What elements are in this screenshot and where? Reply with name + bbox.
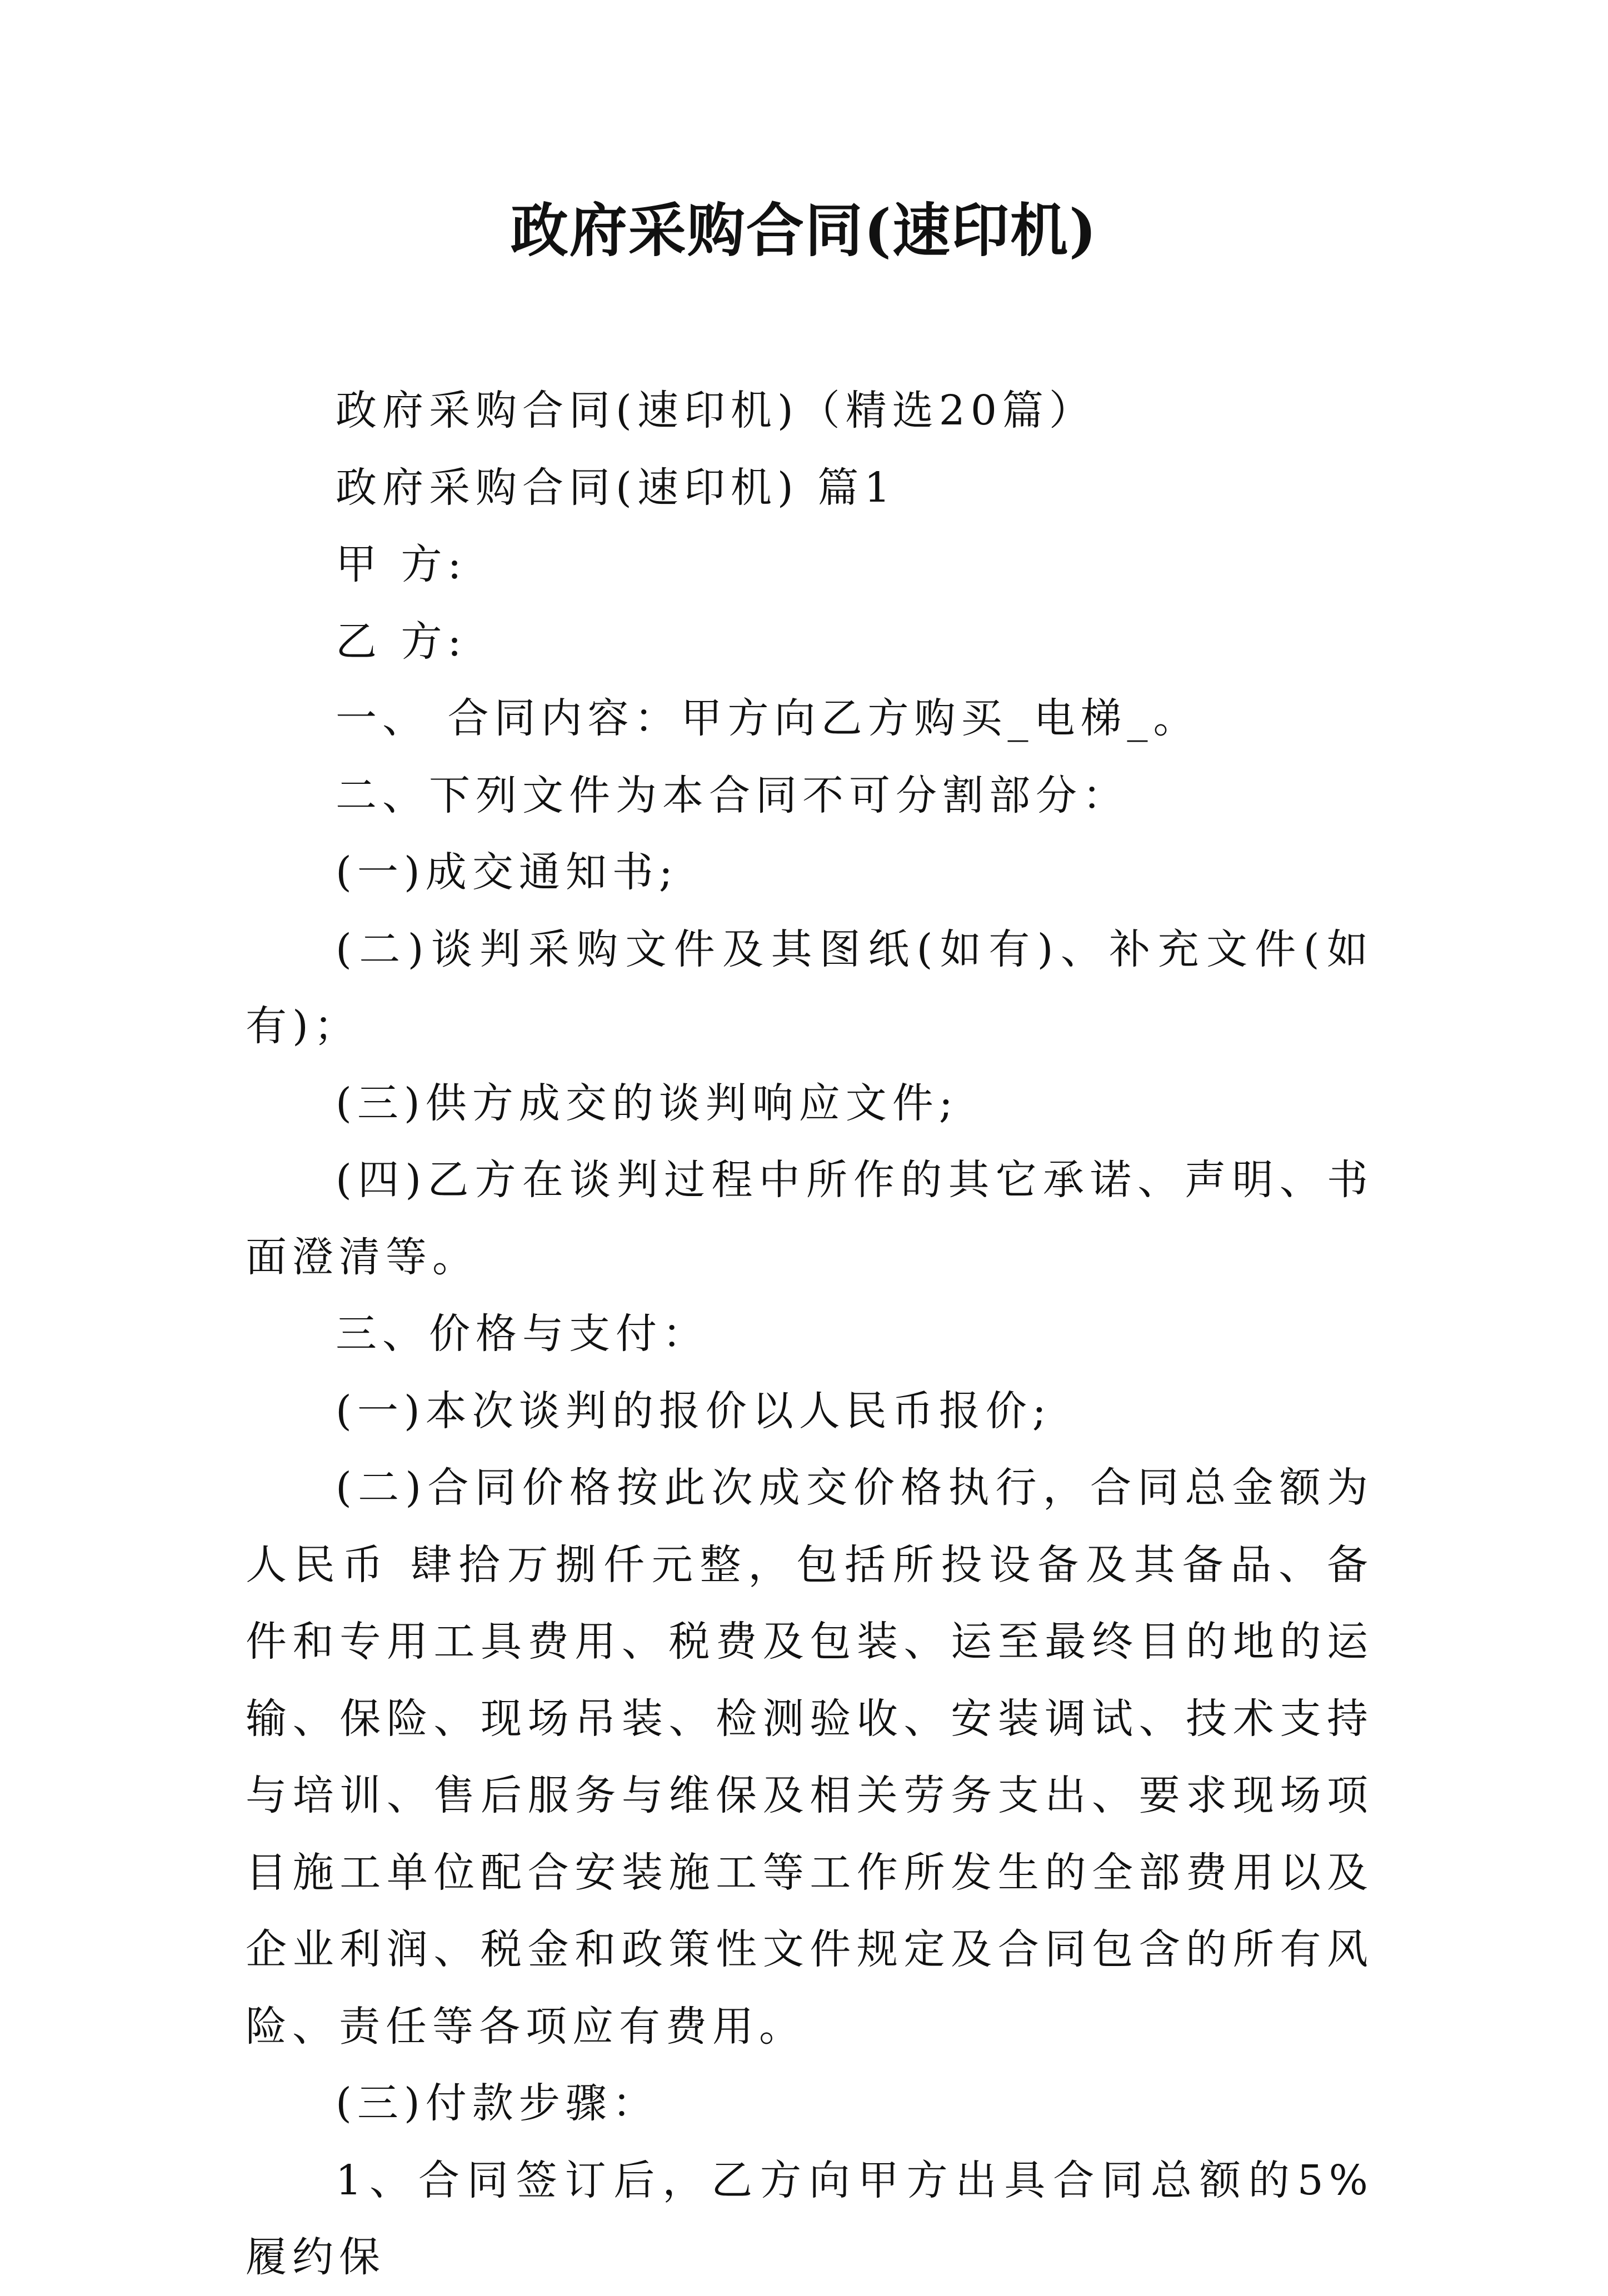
paragraph-payment-step-1: 1、合同签订后，乙方向甲方出具合同总额的5%履约保: [246, 2156, 1374, 2281]
paragraph-contract-documents: 二、下列文件为本合同不可分割部分：: [336, 771, 1129, 819]
document-body: [246, 372, 1374, 2296]
paragraph-collection-heading: 政府采购合同(速印机)（精选20篇）: [336, 387, 1096, 434]
paragraph-section-heading: 政府采购合同(速印机) 篇1: [336, 463, 896, 512]
paragraph-price-payment: 三、价格与支付：: [336, 1310, 709, 1358]
paragraph-party-a: 甲 方:: [336, 541, 467, 588]
paragraph-party-b: 乙 方:: [336, 617, 467, 666]
paragraph-item-4: (四)乙方在谈判过程中所作的其它承诺、声明、书面澄清等。: [246, 1156, 1374, 1281]
paragraph-price-item-2: (二)合同价格按此次成交价格执行，合同总金额为人民币 肆拾万捌仟元整，包括所投设备及其备品、备件和专用工具费用、税费及包装、运至最终目的地的运输、保险、现场吊装、检测验收、安装调试、技术支持与培训、售后服务与维保及相关劳务支出、要求现场项目施工单位配合安装施工等工作所发生的全部费用以及企业利润、税金和政策性文件规定及合同包含的所有风险、责任等各项应有费用。: [246, 1464, 1374, 2050]
paragraph-contract-content: 一、 合同内容：甲方向乙方购买_电梯_。: [336, 694, 1200, 742]
paragraph-price-item-1: (一)本次谈判的报价以人民币报价;: [336, 1387, 1052, 1435]
document-title: 政府采购合同(速印机): [510, 196, 1098, 264]
paragraph-item-2: (二)谈判采购文件及其图纸(如有)、补充文件(如有)；: [246, 925, 1374, 1050]
paragraph-item-3: (三)供方成交的谈判响应文件;: [336, 1079, 958, 1127]
paragraph-item-1: (一)成交通知书;: [336, 848, 678, 896]
paragraph-payment-steps: (三)付款步骤：: [336, 2079, 659, 2127]
